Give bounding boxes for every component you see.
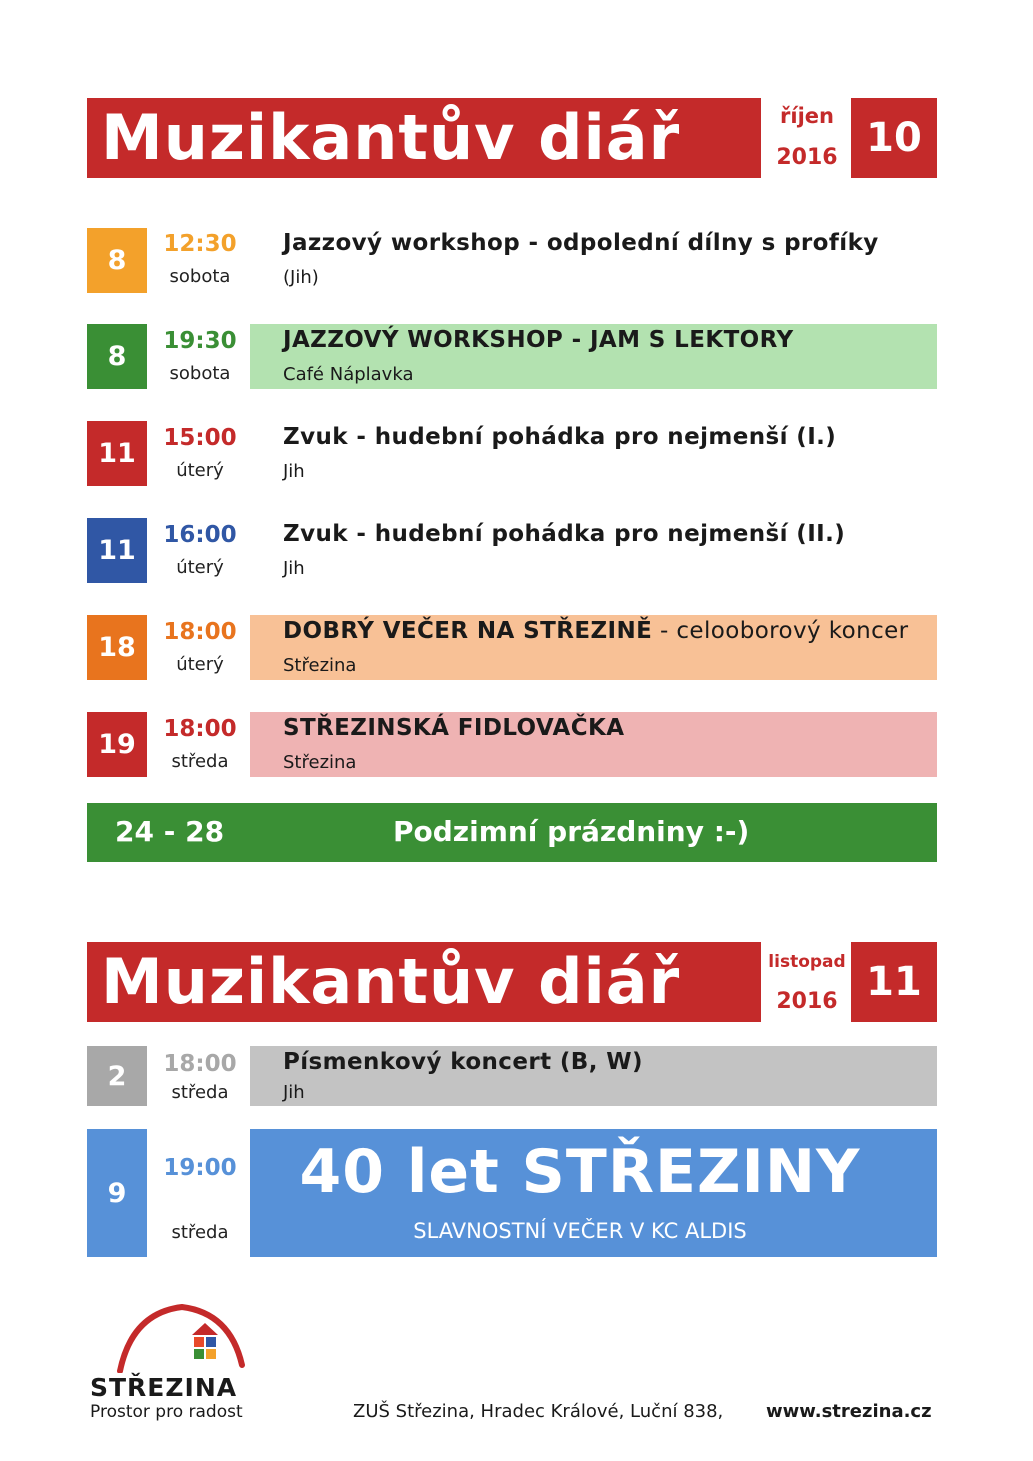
event-time: 15:00 bbox=[163, 425, 237, 451]
event-title: JAZZOVÝ WORKSHOP - JAM S LEKTORY bbox=[283, 327, 794, 353]
event-day-box: 2 bbox=[87, 1046, 147, 1106]
event-place: Jih bbox=[283, 461, 305, 482]
october-month-number: 10 bbox=[851, 98, 937, 178]
event-day-box: 8 bbox=[87, 324, 147, 389]
holiday-dates: 24 - 28 bbox=[115, 815, 225, 848]
event-day-box: 8 bbox=[87, 228, 147, 293]
event-time: 16:00 bbox=[163, 522, 237, 548]
event-title-subtitle: - celooborový koncer bbox=[652, 618, 909, 644]
event-title-main: DOBRÝ VEČER NA STŘEZINĚ bbox=[283, 618, 653, 644]
november-title-banner: Muzikantův diář bbox=[87, 942, 761, 1022]
logo-tagline: Prostor pro radost bbox=[90, 1402, 243, 1422]
november-month-number: 11 bbox=[851, 942, 937, 1022]
event-day-box: 11 bbox=[87, 518, 147, 583]
event-place: Jih bbox=[283, 558, 305, 579]
event-place: Střezina bbox=[283, 655, 357, 676]
event-place: Jih bbox=[283, 1082, 305, 1103]
event-weekday: úterý bbox=[176, 557, 224, 578]
event-title: Zvuk - hudební pohádka pro nejmenší (II.) bbox=[283, 521, 846, 547]
event-weekday: středa bbox=[171, 1222, 229, 1243]
holiday-bar bbox=[87, 803, 937, 862]
event-time: 19:30 bbox=[163, 328, 237, 354]
event-place: Café Náplavka bbox=[283, 364, 414, 385]
event-title-large: 40 let STŘEZINY bbox=[299, 1137, 861, 1207]
november-month-name: listopad bbox=[768, 952, 846, 972]
logo-name: STŘEZINA bbox=[90, 1373, 238, 1402]
event-title: Zvuk - hudební pohádka pro nejmenší (I.) bbox=[283, 424, 837, 450]
event-day-box: 11 bbox=[87, 421, 147, 486]
october-title-banner: Muzikantův diář bbox=[87, 98, 761, 178]
event-day-box: 9 bbox=[87, 1129, 147, 1257]
event-title: STŘEZINSKÁ FIDLOVAČKA bbox=[283, 715, 625, 741]
event-highlight-panel bbox=[250, 1129, 937, 1257]
holiday-label: Podzimní prázdniny :-) bbox=[393, 815, 750, 848]
event-place: Střezina bbox=[283, 752, 357, 773]
event-weekday: úterý bbox=[176, 654, 224, 675]
event-day-box: 18 bbox=[87, 615, 147, 680]
event-time: 12:30 bbox=[163, 231, 237, 257]
event-day-box: 19 bbox=[87, 712, 147, 777]
event-place: SLAVNOSTNÍ VEČER V KC ALDIS bbox=[413, 1219, 747, 1243]
event-title: Jazzový workshop - odpolední dílny s profíky bbox=[283, 230, 879, 256]
footer-address: ZUŠ Střezina, Hradec Králové, Luční 838, bbox=[353, 1401, 724, 1422]
event-title: Písmenkový koncert (B, W) bbox=[283, 1049, 643, 1075]
footer-website-link[interactable]: www.strezina.cz bbox=[766, 1401, 932, 1422]
event-weekday: středa bbox=[171, 1082, 229, 1103]
strezina-logo-arch-icon bbox=[112, 1303, 252, 1373]
october-year: 2016 bbox=[776, 145, 838, 170]
event-time: 18:00 bbox=[163, 716, 237, 742]
event-weekday: středa bbox=[171, 751, 229, 772]
event-weekday: sobota bbox=[169, 363, 231, 384]
event-highlight-panel bbox=[250, 615, 937, 680]
event-weekday: sobota bbox=[169, 266, 231, 287]
event-place: (Jih) bbox=[283, 267, 319, 288]
november-year: 2016 bbox=[776, 989, 838, 1014]
event-time: 19:00 bbox=[163, 1155, 237, 1181]
event-time: 18:00 bbox=[163, 619, 237, 645]
event-time: 18:00 bbox=[163, 1051, 237, 1077]
october-month-name: říjen bbox=[780, 104, 834, 128]
event-title bbox=[283, 618, 909, 644]
event-weekday: úterý bbox=[176, 460, 224, 481]
